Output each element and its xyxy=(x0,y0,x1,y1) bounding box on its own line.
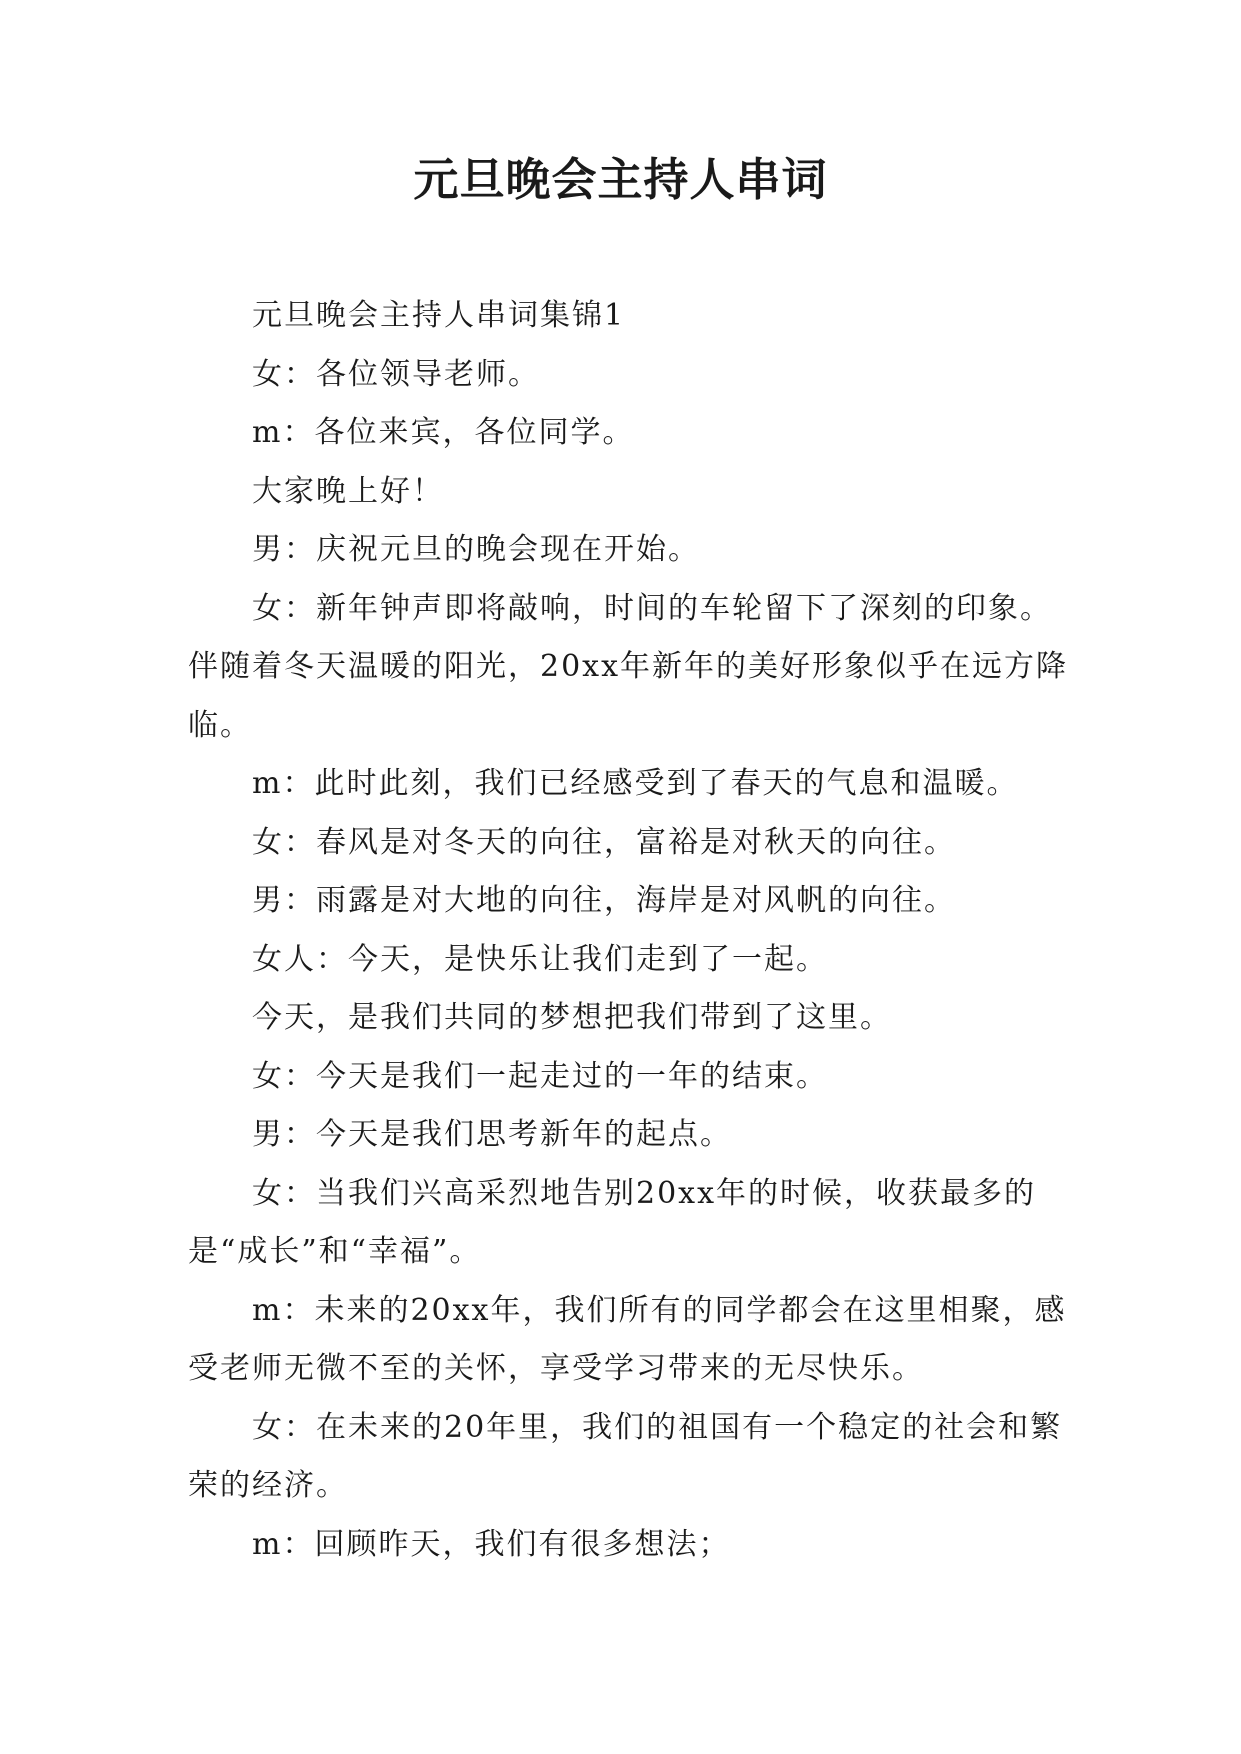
paragraph: m：此时此刻，我们已经感受到了春天的气息和温暖。 xyxy=(252,766,1019,801)
paragraph: m：回顾昨天，我们有很多想法； xyxy=(252,1526,731,1562)
paragraph: 男：庆祝元旦的晚会现在开始。 xyxy=(252,532,700,567)
paragraph: 女：当我们兴高采烈地告别20xx年的时候，收获最多的是“成长”和“幸福”。 xyxy=(188,1175,1037,1269)
paragraph: m：各位来宾，各位同学。 xyxy=(252,415,635,450)
paragraph: 女：新年钟声即将敲响，时间的车轮留下了深刻的印象。伴随着冬天温暖的阳光，20xx年新年的美好形象似乎在远方降临。 xyxy=(188,590,1069,743)
document-body xyxy=(188,287,1068,1574)
paragraph: 男：雨露是对大地的向往，海岸是对风帆的向往。 xyxy=(252,883,956,918)
paragraph: 大家晚上好！ xyxy=(252,473,444,509)
paragraph: 女：今天是我们一起走过的一年的结束。 xyxy=(252,1058,828,1094)
paragraph-collection-heading: 元旦晚会主持人串词集锦1 xyxy=(252,298,626,333)
paragraph: m：未来的20xx年，我们所有的同学都会在这里相聚，感受老师无微不至的关怀，享受学习带来的无尽快乐。 xyxy=(188,1292,1067,1386)
paragraph: 女人：今天，是快乐让我们走到了一起。 xyxy=(252,941,828,977)
paragraph: 今天，是我们共同的梦想把我们带到了这里。 xyxy=(252,1000,892,1035)
paragraph: 女：在未来的20年里，我们的祖国有一个稳定的社会和繁荣的经济。 xyxy=(188,1409,1063,1503)
paragraph: 男：今天是我们思考新年的起点。 xyxy=(252,1117,732,1152)
paragraph: 女：春风是对冬天的向往，富裕是对秋天的向往。 xyxy=(252,824,956,860)
document-title: 元旦晚会主持人串词 xyxy=(413,153,828,206)
paragraph: 女：各位领导老师。 xyxy=(252,356,540,392)
